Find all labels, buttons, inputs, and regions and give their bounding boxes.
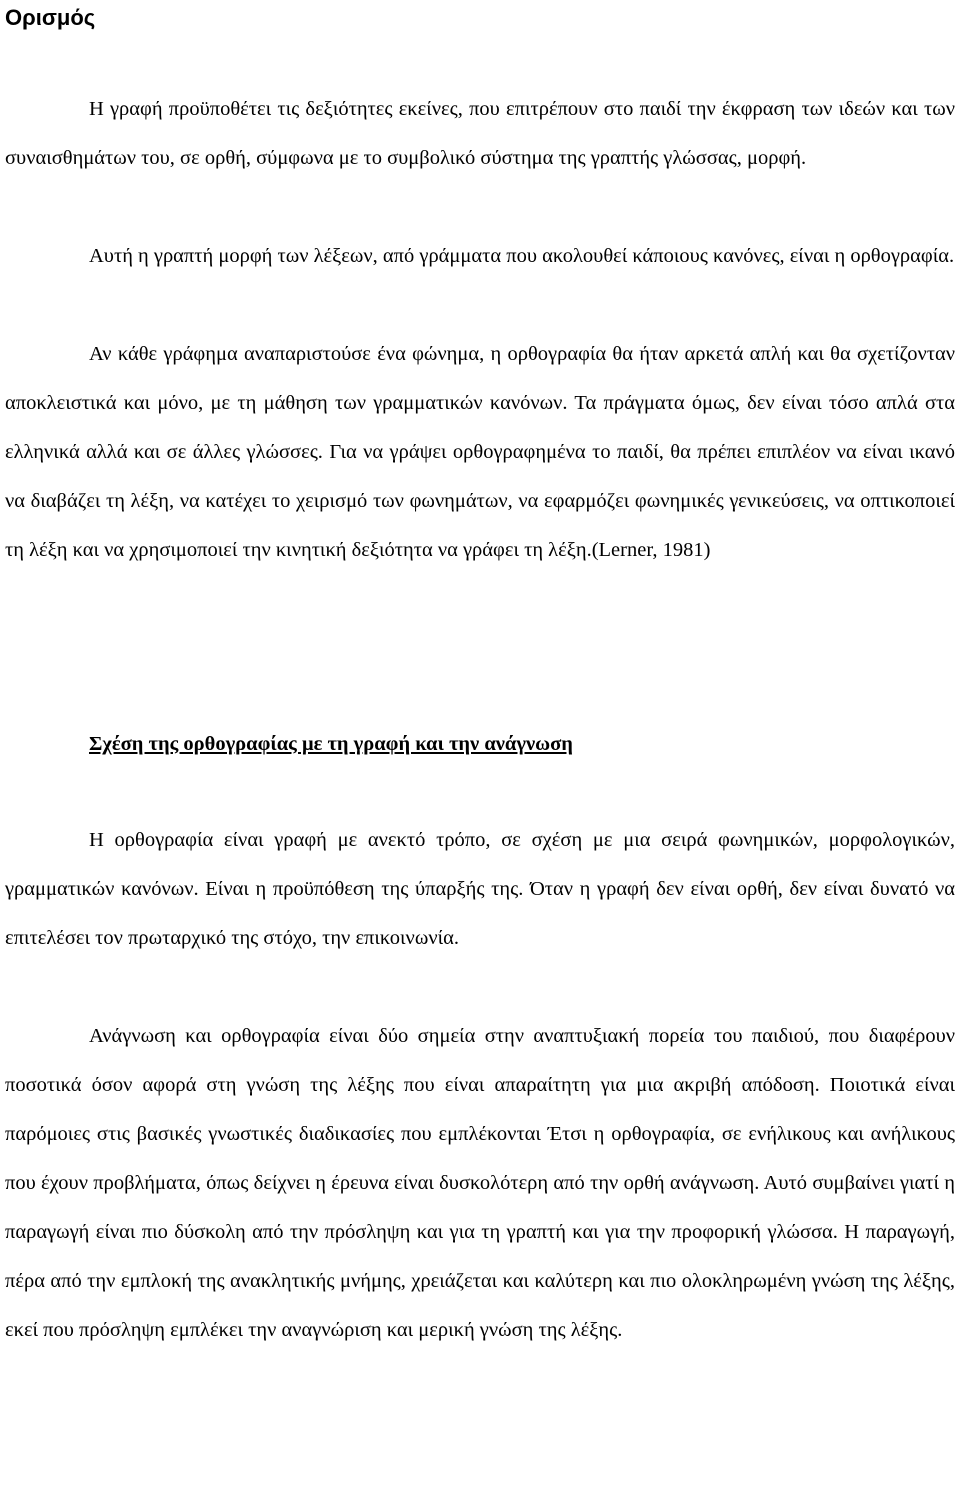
section-heading: Σχέση της ορθογραφίας με τη γραφή και την ανάγνωση bbox=[89, 733, 573, 755]
paragraph: Η ορθογραφία είναι γραφή με ανεκτό τρόπο, σε σχέση με μια σειρά φωνημικών, μορφολογικών, γραμματικών κανόνων. Είναι η προϋπόθεση της ύπαρξής της. Όταν η γραφή δεν είναι ορθή, δεν είναι δυνατό να επιτελέσει τον πρωταρχικό της στόχο, την επικοινωνία. bbox=[5, 829, 955, 949]
paragraph: Ανάγνωση και ορθογραφία είναι δύο σημεία στην αναπτυξιακή πορεία του παιδιού, που διαφέρουν ποσοτικά όσον αφορά στη γνώση της λέξης που είναι απαραίτητη για μια ακριβή απόδοση. Ποιοτικά είναι παρόμοιες στις βασικές γνωστικές διαδικασίες που εμπλέκονται Έτσι η ορθογραφία, σε ενήλικους και ανήλικους που έχουν προβλήματα, όπως δείχνει η έρευνα είναι δυσκολότερη από την ορθή ανάγνωση. Αυτό συμβαίνει γιατί η παραγωγή είναι πιο δύσκολη από την πρόσληψη και για τη γραπτή και για την προφορική γλώσσα. Η παραγωγή, πέρα από την εμπλοκή της ανακλητικής μνήμης, χρειάζεται και καλύτερη και πιο ολοκληρωμένη γνώση της λέξης, εκεί που πρόσληψη εμπλέκει την αναγνώριση και μερική γνώση της λέξης. bbox=[5, 1025, 955, 1341]
paragraph: Αυτή η γραπτή μορφή των λέξεων, από γράμματα που ακολουθεί κάποιους κανόνες, είναι η ορθογραφία. bbox=[89, 245, 955, 267]
page-title: Ορισμός bbox=[5, 5, 96, 30]
paragraph: Η γραφή προϋποθέτει τις δεξιότητες εκείνες, που επιτρέπουν στο παιδί την έκφραση των ιδεών και των συναισθημάτων του, σε ορθή, σύμφωνα με το συμβολικό σύστημα της γραπτής γλώσσας, μορφή. bbox=[5, 98, 955, 169]
paragraph: Αν κάθε γράφημα αναπαριστούσε ένα φώνημα, η ορθογραφία θα ήταν αρκετά απλή και θα σχετίζονταν αποκλειστικά και μόνο, με τη μάθηση των γραμματικών κανόνων. Τα πράγματα όμως, δεν είναι τόσο απλά στα ελληνικά αλλά και σε άλλες γλώσσες. Για να γράψει ορθογραφημένα το παιδί, θα πρέπει επιπλέον να είναι ικανό να διαβάζει τη λέξη, να κατέχει το χειρισμό των φωνημάτων, να εφαρμόζει φωνημικές γενικεύσεις, να οπτικοποιεί τη λέξη και να χρησιμοποιεί την κινητική δεξιότητα να γράφει τη λέξη.(Lerner, 1981) bbox=[5, 343, 955, 561]
